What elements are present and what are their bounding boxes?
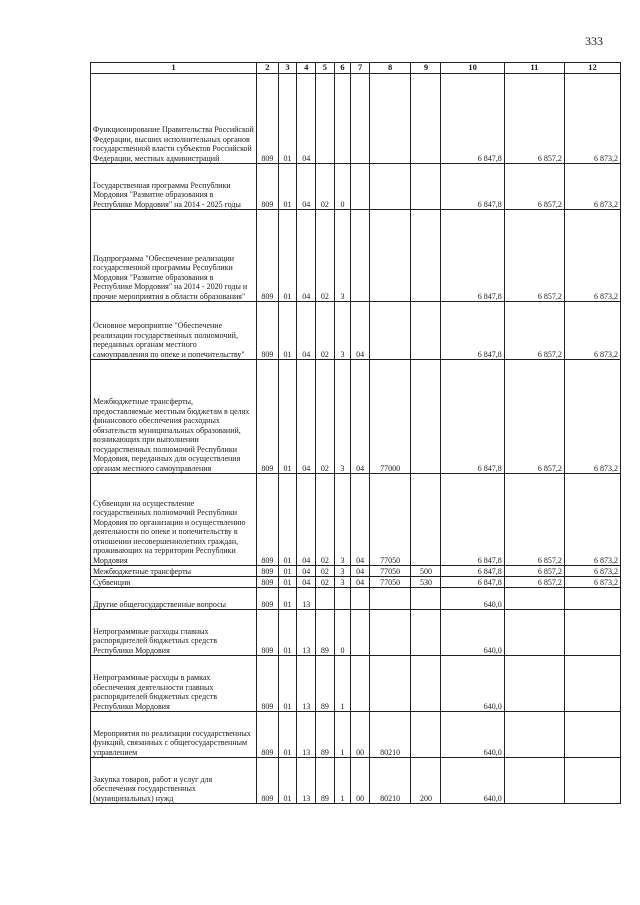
table-cell: 809 — [256, 164, 278, 210]
table-cell: 6 857,2 — [504, 474, 564, 566]
table-cell — [411, 302, 441, 360]
table-cell: 809 — [256, 758, 278, 804]
row-name-cell: Закупка товаров, работ и услуг для обеспечения государственных (муниципальных) нужд — [91, 758, 257, 804]
column-header: 8 — [369, 63, 410, 74]
table-cell — [351, 74, 370, 164]
table-cell: 77000 — [369, 360, 410, 474]
table-cell: 13 — [297, 588, 316, 610]
table-cell — [411, 474, 441, 566]
table-cell: 6 873,2 — [564, 164, 620, 210]
table-cell: 01 — [278, 302, 297, 360]
table-cell: 00 — [351, 712, 370, 758]
table-cell: 6 847,8 — [441, 566, 504, 577]
column-header: 5 — [316, 63, 335, 74]
table-cell: 02 — [316, 474, 335, 566]
table-cell — [351, 210, 370, 302]
table-cell — [411, 712, 441, 758]
table-cell: 04 — [297, 566, 316, 577]
table-cell: 89 — [316, 758, 335, 804]
table-cell: 1 — [334, 656, 351, 712]
table-row — [91, 566, 621, 577]
table-row — [91, 164, 621, 210]
table-cell: 02 — [316, 360, 335, 474]
table-cell — [504, 610, 564, 656]
table-cell: 500 — [411, 566, 441, 577]
table-cell: 6 857,2 — [504, 210, 564, 302]
table-cell: 3 — [334, 210, 351, 302]
table-cell: 530 — [411, 577, 441, 588]
table-cell: 01 — [278, 656, 297, 712]
table-row — [91, 474, 621, 566]
table-cell — [316, 74, 335, 164]
table-cell: 809 — [256, 474, 278, 566]
table-cell: 04 — [297, 164, 316, 210]
table-cell: 01 — [278, 360, 297, 474]
table-cell — [564, 656, 620, 712]
row-name-cell: Субвенции на осуществление государственных полномочий Республики Мордовия по организации и осуществлению деятельности по опеке и попечительству в отношении несовершеннолетних граждан, проживающих на территории Республики Мордовия — [91, 474, 257, 566]
table-header-row — [91, 63, 621, 74]
table-cell: 640,0 — [441, 588, 504, 610]
table-cell: 200 — [411, 758, 441, 804]
table-cell — [564, 610, 620, 656]
table-cell: 0 — [334, 610, 351, 656]
table-cell — [411, 588, 441, 610]
table-cell: 01 — [278, 610, 297, 656]
table-cell: 6 873,2 — [564, 360, 620, 474]
table-cell — [504, 758, 564, 804]
table-cell: 640,0 — [441, 758, 504, 804]
column-header: 6 — [334, 63, 351, 74]
table-cell: 02 — [316, 302, 335, 360]
table-cell: 13 — [297, 758, 316, 804]
table-cell: 809 — [256, 588, 278, 610]
table-cell: 01 — [278, 577, 297, 588]
table-row — [91, 302, 621, 360]
row-name-cell: Межбюджетные трансферты — [91, 566, 257, 577]
column-header: 1 — [91, 63, 257, 74]
table-cell: 04 — [297, 474, 316, 566]
table-cell: 80210 — [369, 758, 410, 804]
table-cell: 6 847,8 — [441, 360, 504, 474]
table-cell: 1 — [334, 758, 351, 804]
table-cell: 6 847,8 — [441, 210, 504, 302]
table-row — [91, 210, 621, 302]
table-cell: 809 — [256, 210, 278, 302]
column-header: 2 — [256, 63, 278, 74]
table-cell — [369, 74, 410, 164]
table-cell — [369, 302, 410, 360]
column-header: 12 — [564, 63, 620, 74]
table-cell: 3 — [334, 577, 351, 588]
table-cell — [334, 588, 351, 610]
table-cell: 6 873,2 — [564, 210, 620, 302]
table-cell: 3 — [334, 566, 351, 577]
table-cell: 04 — [297, 74, 316, 164]
table-cell: 04 — [351, 302, 370, 360]
table-cell: 01 — [278, 164, 297, 210]
row-name-cell: Основное мероприятие "Обеспечение реализации государственных полномочий, переданных органам местного самоуправления по опеке и попечительству" — [91, 302, 257, 360]
table-cell — [564, 588, 620, 610]
page-number: 333 — [585, 34, 603, 48]
table-cell — [411, 164, 441, 210]
row-name-cell: Мероприятия по реализации государственных функций, связанных с общегосударственным управлением — [91, 712, 257, 758]
table-cell: 04 — [351, 577, 370, 588]
table-cell: 02 — [316, 566, 335, 577]
table-cell: 01 — [278, 210, 297, 302]
table-cell: 6 847,8 — [441, 302, 504, 360]
table-cell: 77050 — [369, 566, 410, 577]
table-cell: 3 — [334, 302, 351, 360]
table-cell: 809 — [256, 360, 278, 474]
table-cell: 809 — [256, 656, 278, 712]
column-header: 3 — [278, 63, 297, 74]
table-cell: 6 847,8 — [441, 474, 504, 566]
table-cell: 04 — [351, 360, 370, 474]
table-cell: 809 — [256, 610, 278, 656]
table-cell: 13 — [297, 656, 316, 712]
table-cell — [369, 656, 410, 712]
table-cell — [351, 588, 370, 610]
table-cell: 01 — [278, 474, 297, 566]
table-cell: 6 873,2 — [564, 474, 620, 566]
row-name-cell: Непрограммные расходы главных распорядителей бюджетных средств Республики Мордовия — [91, 610, 257, 656]
table-cell — [316, 588, 335, 610]
column-header: 10 — [441, 63, 504, 74]
table-cell: 809 — [256, 566, 278, 577]
table-cell: 0 — [334, 164, 351, 210]
row-name-cell: Межбюджетные трансферты, предоставляемые местным бюджетам в целях финансового обеспечения расходных обязательств муниципальных образований, возникающих при выполнении государственных полномочий Республики Мордовия, переданных для осуществления органам местного самоуправления — [91, 360, 257, 474]
table-cell: 6 847,8 — [441, 74, 504, 164]
table-cell — [334, 74, 351, 164]
table-cell — [369, 610, 410, 656]
table-cell: 6 857,2 — [504, 164, 564, 210]
table-cell: 04 — [297, 577, 316, 588]
table-row — [91, 74, 621, 164]
table-row — [91, 656, 621, 712]
table-cell: 01 — [278, 566, 297, 577]
table-cell: 6 857,2 — [504, 360, 564, 474]
table-cell: 13 — [297, 712, 316, 758]
table-cell — [504, 712, 564, 758]
column-header: 7 — [351, 63, 370, 74]
row-name-cell: Другие общегосударственные вопросы — [91, 588, 257, 610]
table-cell: 89 — [316, 610, 335, 656]
table-cell: 02 — [316, 577, 335, 588]
row-name-cell: Непрограммные расходы в рамках обеспечения деятельности главных распорядителей бюджетных средств Республики Мордовия — [91, 656, 257, 712]
table-cell: 1 — [334, 712, 351, 758]
table-cell: 13 — [297, 610, 316, 656]
table-cell — [369, 164, 410, 210]
table-cell: 6 857,2 — [504, 577, 564, 588]
table-cell — [411, 360, 441, 474]
table-cell: 04 — [297, 360, 316, 474]
table-cell: 6 873,2 — [564, 566, 620, 577]
table-cell: 6 873,2 — [564, 577, 620, 588]
table-cell: 6 873,2 — [564, 74, 620, 164]
table-cell: 809 — [256, 577, 278, 588]
table-cell: 00 — [351, 758, 370, 804]
table-row — [91, 758, 621, 804]
table-cell: 01 — [278, 758, 297, 804]
table-cell — [504, 588, 564, 610]
table-row — [91, 712, 621, 758]
table-cell: 6 857,2 — [504, 302, 564, 360]
table-cell: 01 — [278, 712, 297, 758]
table-cell: 3 — [334, 360, 351, 474]
table-row — [91, 577, 621, 588]
row-name-cell: Подпрограмма "Обеспечение реализации государственной программы Республики Мордовия "Развитие образования в Республике Мордовия" на 2014 - 2020 годы и прочие мероприятия в области образования" — [91, 210, 257, 302]
table-cell: 809 — [256, 302, 278, 360]
table-cell: 3 — [334, 474, 351, 566]
table-cell: 89 — [316, 712, 335, 758]
table-cell: 80210 — [369, 712, 410, 758]
table-cell: 640,0 — [441, 656, 504, 712]
table-cell — [564, 758, 620, 804]
row-name-cell: Субвенции — [91, 577, 257, 588]
table-row — [91, 588, 621, 610]
table-cell: 640,0 — [441, 712, 504, 758]
table-cell: 6 847,8 — [441, 164, 504, 210]
table-cell: 6 857,2 — [504, 566, 564, 577]
table-row — [91, 360, 621, 474]
table-cell — [411, 210, 441, 302]
table-cell: 809 — [256, 74, 278, 164]
table-cell: 04 — [351, 474, 370, 566]
table-cell — [504, 656, 564, 712]
table-cell: 02 — [316, 164, 335, 210]
table-cell — [369, 588, 410, 610]
column-header: 4 — [297, 63, 316, 74]
table-cell: 04 — [351, 566, 370, 577]
table-cell: 02 — [316, 210, 335, 302]
table-cell — [351, 610, 370, 656]
table-row — [91, 610, 621, 656]
table-cell — [351, 656, 370, 712]
table-cell — [564, 712, 620, 758]
table-cell: 77050 — [369, 577, 410, 588]
table-cell: 6 873,2 — [564, 302, 620, 360]
table-cell: 04 — [297, 302, 316, 360]
table-cell — [411, 74, 441, 164]
table-cell: 04 — [297, 210, 316, 302]
table-cell — [411, 610, 441, 656]
table-cell: 01 — [278, 588, 297, 610]
row-name-cell: Функционирование Правительства Российской Федерации, высших исполнительных органов государственной власти субъектов Российской Федерации, местных администраций — [91, 74, 257, 164]
column-header: 9 — [411, 63, 441, 74]
table-cell: 77050 — [369, 474, 410, 566]
table-cell: 640,0 — [441, 610, 504, 656]
table-cell: 6 847,8 — [441, 577, 504, 588]
column-header: 11 — [504, 63, 564, 74]
table-cell: 01 — [278, 74, 297, 164]
table-cell: 6 857,2 — [504, 74, 564, 164]
budget-table — [90, 62, 621, 804]
table-cell: 89 — [316, 656, 335, 712]
row-name-cell: Государственная программа Республики Мордовия "Развитие образования в Республике Мордовия" на 2014 - 2025 годы — [91, 164, 257, 210]
table-cell — [411, 656, 441, 712]
table-cell — [369, 210, 410, 302]
table-cell — [351, 164, 370, 210]
table-cell: 809 — [256, 712, 278, 758]
